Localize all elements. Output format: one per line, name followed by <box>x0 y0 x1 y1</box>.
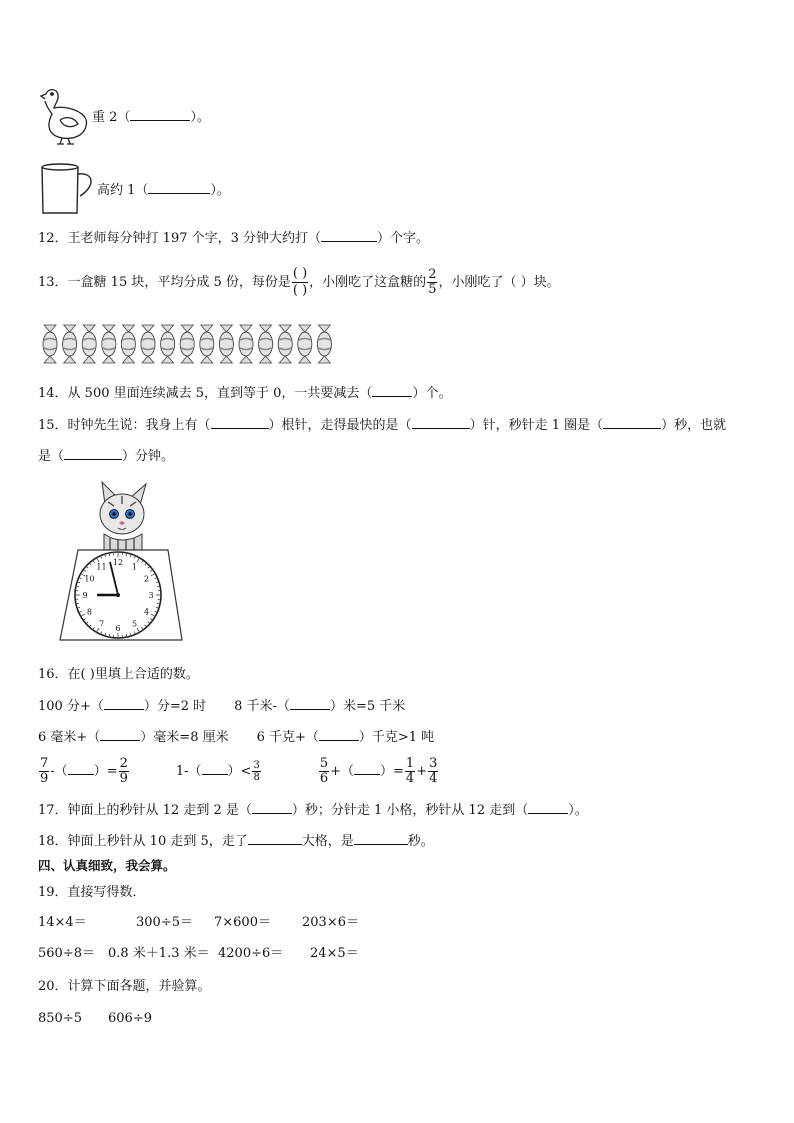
answer-blank[interactable] <box>104 697 144 710</box>
q-cup-suffix: ）。 <box>210 183 230 198</box>
clock-number: 3 <box>148 591 154 600</box>
q16-row-2 <box>38 728 434 747</box>
operator: -（ <box>50 764 68 779</box>
calc-item: 203×6＝ <box>302 915 359 930</box>
candy-icon <box>43 325 57 363</box>
operator: ）< <box>227 764 252 779</box>
candy-icon <box>259 325 273 363</box>
answer-blank[interactable] <box>130 108 190 121</box>
fraction <box>252 760 260 783</box>
clock-number: 11 <box>96 562 107 572</box>
clock-number: 2 <box>144 574 150 584</box>
q16-r1-d: ）米=5 千米 <box>329 699 406 714</box>
q15-text-f: ）分钟。 <box>122 449 175 464</box>
answer-blank[interactable] <box>412 416 470 429</box>
candy-icon <box>278 325 292 363</box>
question-19-title: 19．直接写得数． <box>38 885 146 900</box>
candy-icon <box>200 325 214 363</box>
q16-row-3 <box>38 754 439 790</box>
q16-r1-b: ）分=2 时 <box>143 699 207 714</box>
q-duck-prefix: 重 2（ <box>92 110 131 125</box>
question-16-title: 16．在( )里填上合适的数。 <box>38 667 199 682</box>
fraction-denominator-blank[interactable]: ( ) <box>292 283 308 298</box>
clock-number: 4 <box>144 607 150 617</box>
q13-text-b: ，小刚吃了这盒糖的 <box>309 275 427 290</box>
calc-item: 7×600＝ <box>214 915 271 930</box>
q15-text-b: ）根针，走得最快的是（ <box>268 418 412 433</box>
answer-blank[interactable] <box>603 416 661 429</box>
fraction-denominator: 9 <box>40 771 49 786</box>
clock-number: 5 <box>131 619 138 629</box>
fraction-denominator: 8 <box>253 772 260 783</box>
candy-icon <box>219 325 233 363</box>
candy-icon <box>63 325 77 363</box>
q18-text-b: 大格，是 <box>301 834 354 849</box>
q12-text-b: ）个字。 <box>377 231 430 246</box>
answer-blank[interactable] <box>354 762 380 775</box>
q16-row-1 <box>38 697 405 716</box>
calc-item: 606÷9 <box>108 1011 152 1026</box>
q13-fraction <box>427 268 437 297</box>
answer-blank[interactable] <box>211 416 269 429</box>
q16-r2-a: 6 毫米+（ <box>38 730 101 745</box>
candy-icon <box>298 325 312 363</box>
candy-icon <box>180 325 194 363</box>
q13-text-c: ，小刚吃了（ ）块。 <box>438 275 560 290</box>
q-cup-prefix: 高约 1（ <box>97 183 149 198</box>
fraction-numerator: 3 <box>429 756 438 771</box>
candy-icon <box>82 325 96 363</box>
candy-icon <box>121 325 135 363</box>
answer-blank[interactable] <box>64 447 122 460</box>
question-13 <box>38 266 560 300</box>
calc-item: 4200÷6＝ <box>218 946 284 961</box>
q16-r2-c: 6 千克+（ <box>256 730 319 745</box>
q14-text-a: 14．从 500 里面连续减去 5，直到等于 0，一共要减去（ <box>38 386 373 401</box>
cat-clock-image <box>56 478 188 644</box>
clock-number: 1 <box>131 562 138 572</box>
fraction-numerator: 1 <box>405 756 415 771</box>
q14-text-b: ）个。 <box>412 386 452 401</box>
answer-blank[interactable] <box>372 384 412 397</box>
q17-text-c: ）。 <box>568 803 588 818</box>
answer-blank[interactable] <box>319 728 359 741</box>
calc-item: 560÷8＝ <box>38 946 95 961</box>
q17-text-b: ）秒；分针走 1 小格，秒针从 12 走到（ <box>291 803 529 818</box>
q15-text-a: 15．时钟先生说：我身上有（ <box>38 418 211 433</box>
answer-blank[interactable] <box>68 762 94 775</box>
fraction <box>119 757 129 786</box>
cat-icon <box>100 482 146 550</box>
answer-blank[interactable] <box>528 801 568 814</box>
q13-blank-fraction[interactable] <box>292 266 308 299</box>
fraction-numerator-blank[interactable]: ( ) <box>292 266 308 281</box>
question-12 <box>38 229 429 248</box>
fraction-denominator: 4 <box>429 771 438 786</box>
cup-image <box>40 162 98 216</box>
operator: +（ <box>330 764 355 779</box>
q-duck-suffix: ）。 <box>190 110 210 125</box>
q-duck-weight <box>92 108 210 127</box>
operator: 1-（ <box>175 764 202 779</box>
candy-icon <box>141 325 155 363</box>
clock-number: 8 <box>86 607 92 617</box>
q20-items <box>38 1010 152 1028</box>
q-cup-height <box>97 181 230 200</box>
answer-blank[interactable] <box>290 697 330 710</box>
fraction-denominator: 4 <box>405 771 415 786</box>
fraction-numerator: 5 <box>319 756 329 771</box>
q16-r1-a: 100 分+（ <box>38 699 104 714</box>
fraction <box>428 757 438 786</box>
operator: + <box>416 764 428 779</box>
calc-item: 850÷5 <box>38 1011 82 1026</box>
q15-text-c: ）针，秒针走 1 圈是（ <box>469 418 604 433</box>
clock-number: 9 <box>82 591 88 600</box>
fraction-numerator: 2 <box>119 756 128 771</box>
fraction-denominator: 6 <box>319 771 329 786</box>
question-18 <box>38 832 434 851</box>
answer-blank[interactable] <box>148 181 210 194</box>
fraction-denominator: 9 <box>119 771 128 786</box>
question-17 <box>38 801 588 820</box>
fraction-numerator: 7 <box>40 756 49 771</box>
question-15-line-2 <box>38 447 174 466</box>
question-20-title: 20．计算下面各题，并验算。 <box>38 979 211 994</box>
candy-icon <box>102 325 116 363</box>
duck-image <box>40 86 92 146</box>
fraction-numerator: 3 <box>253 760 260 771</box>
answer-blank[interactable] <box>354 832 408 845</box>
q16-r2-b: ）毫米=8 厘米 <box>140 730 229 745</box>
fraction <box>405 757 415 786</box>
calc-item: 24×5＝ <box>310 946 359 961</box>
calc-item: 14×4＝ <box>38 915 87 930</box>
answer-blank[interactable] <box>321 229 377 242</box>
answer-blank[interactable] <box>202 762 228 775</box>
fraction-numerator: 2 <box>428 267 437 282</box>
q13-text-a: 13．一盒糖 15 块，平均分成 5 份，每份是 <box>38 275 291 290</box>
clock-number: 7 <box>98 619 105 629</box>
fraction-denominator: 5 <box>428 282 437 297</box>
answer-blank[interactable] <box>248 832 302 845</box>
q17-text-a: 17．钟面上的秒针从 12 走到 2 是（ <box>38 803 252 818</box>
answer-blank[interactable] <box>252 801 292 814</box>
answer-blank[interactable] <box>100 728 140 741</box>
question-15-line-1 <box>38 416 726 435</box>
candy-icon <box>317 325 331 363</box>
clock-number: 10 <box>84 574 95 584</box>
q16-r2-d: ）千克>1 吨 <box>358 730 435 745</box>
q19-row-1 <box>38 914 359 932</box>
q15-text-e: 是（ <box>38 449 65 464</box>
clock-number: 12 <box>112 558 124 567</box>
q18-text-a: 18．钟面上秒针从 10 走到 5，走了 <box>38 834 248 849</box>
clock-number: 6 <box>115 624 121 633</box>
fraction <box>319 757 329 786</box>
candy-icon <box>239 325 253 363</box>
q15-text-d: ）秒，也就 <box>661 418 727 433</box>
section-4-heading: 四、认真细致，我会算。 <box>38 858 176 873</box>
calc-item: 0.8 米＋1.3 米＝ <box>108 946 210 961</box>
calc-item: 300÷5＝ <box>136 915 193 930</box>
candy-icon <box>161 325 175 363</box>
candies-image <box>40 323 336 365</box>
fraction <box>39 757 49 786</box>
question-14 <box>38 384 451 403</box>
operator: ）= <box>93 764 118 779</box>
q12-text-a: 12．王老师每分钟打 197 个字，3 分钟大约打（ <box>38 231 322 246</box>
operator: ）= <box>380 764 404 779</box>
q19-row-2 <box>38 945 359 963</box>
q18-text-c: 秒。 <box>407 834 434 849</box>
q16-r1-c: 8 千米-（ <box>234 699 290 714</box>
